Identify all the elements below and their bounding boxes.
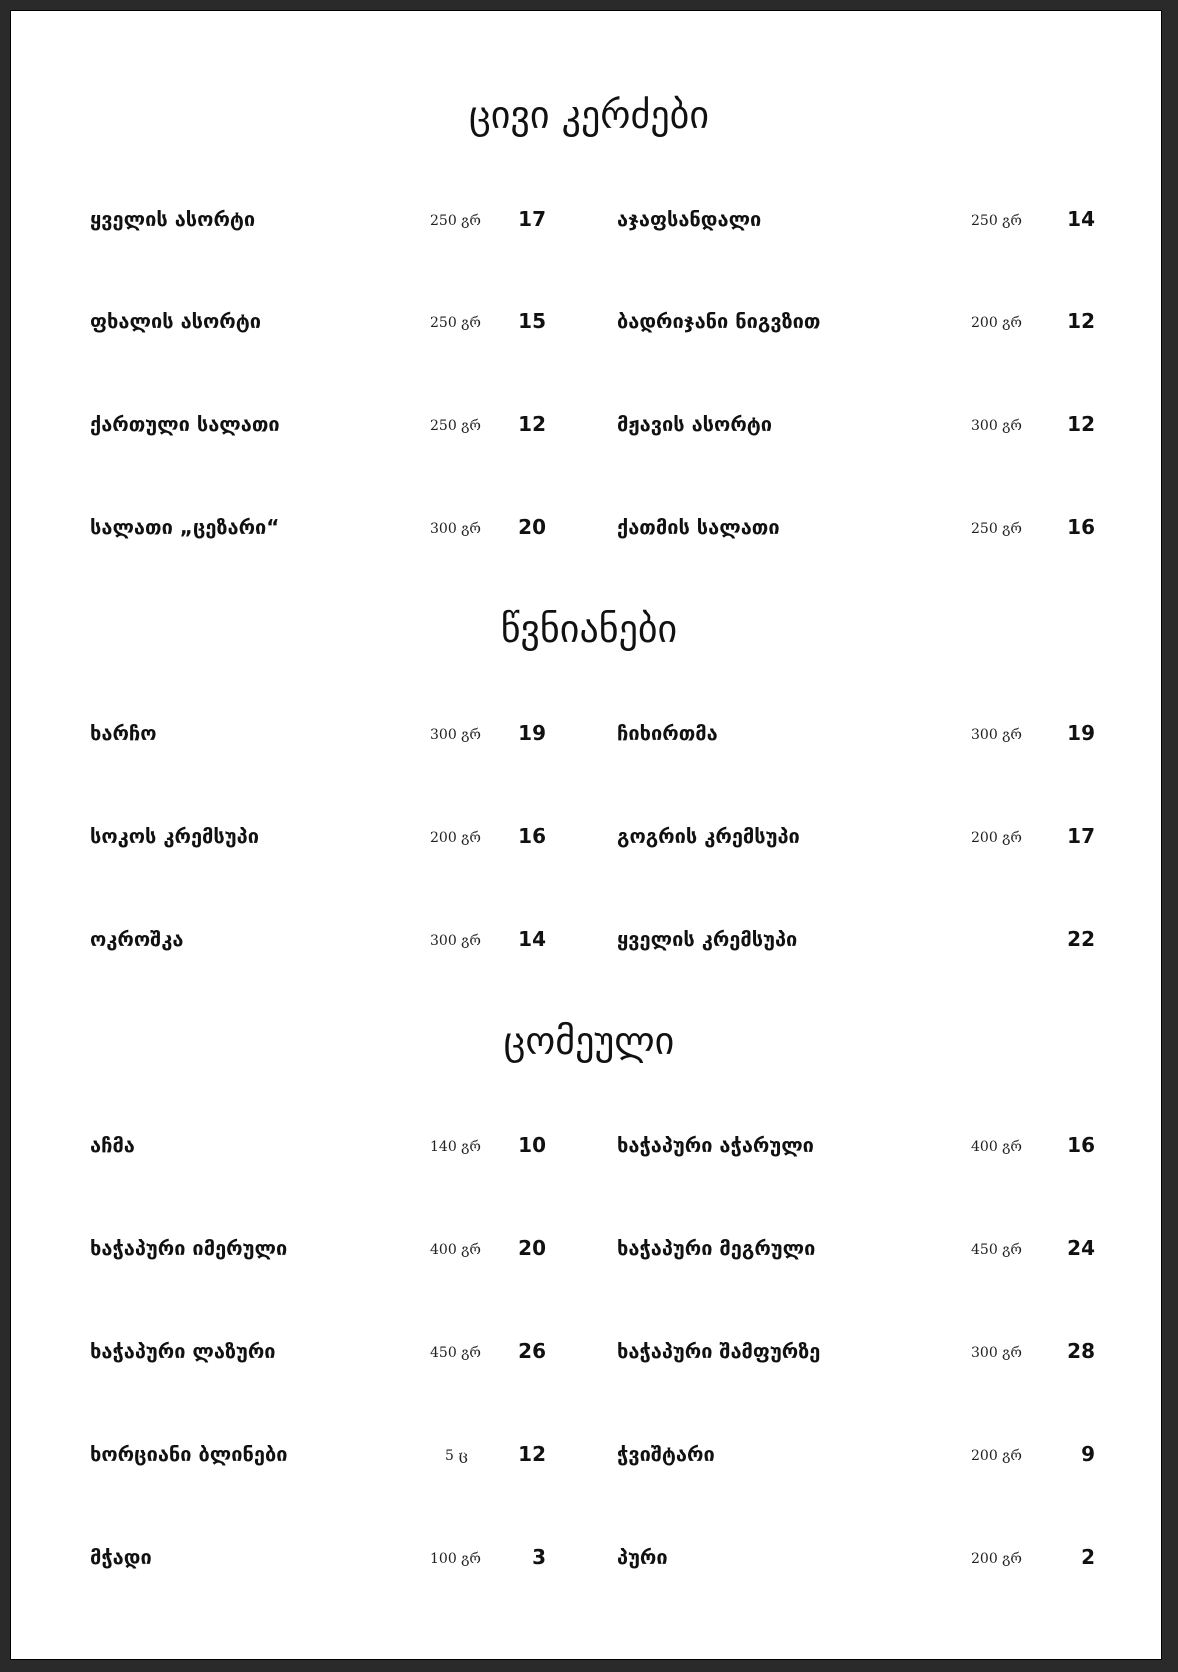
- item-name: ყველის ასორტი: [90, 207, 256, 231]
- item-weight: 250 გრ: [971, 213, 1022, 229]
- menu-item: [617, 1336, 1097, 1366]
- menu-item: [90, 1233, 560, 1263]
- item-price: 16: [518, 824, 546, 848]
- item-name: ქართული სალათი: [90, 412, 280, 436]
- item-price: 20: [518, 1236, 546, 1260]
- menu-item: [90, 924, 560, 954]
- item-weight: 100 გრ: [430, 1551, 481, 1567]
- menu-item: [90, 409, 560, 439]
- item-price: 20: [518, 515, 546, 539]
- item-price: 3: [532, 1545, 546, 1569]
- menu-item: [617, 924, 1097, 954]
- menu-item: [617, 512, 1097, 542]
- item-price: 12: [1067, 412, 1095, 436]
- item-price: 10: [518, 1133, 546, 1157]
- item-name: სალათი „ცეზარი“: [90, 515, 280, 539]
- menu-item: [90, 204, 560, 234]
- item-name: ფხალის ასორტი: [90, 309, 262, 333]
- item-name: აჩმა: [90, 1133, 135, 1157]
- item-name: სოკოს კრემსუპი: [90, 824, 259, 848]
- item-name: მჭადი: [90, 1545, 152, 1569]
- item-weight: 300 გრ: [430, 521, 481, 537]
- menu-item: [90, 1130, 560, 1160]
- item-name: ყველის კრემსუპი: [617, 927, 798, 951]
- item-name: ხაჭაპური აჭარული: [617, 1133, 814, 1157]
- menu-item: [90, 306, 560, 336]
- menu-item: [617, 409, 1097, 439]
- section-title-soups: წვნიანები: [500, 607, 678, 651]
- item-price: 19: [518, 721, 546, 745]
- item-price: 9: [1081, 1442, 1095, 1466]
- item-price: 14: [518, 927, 546, 951]
- item-name: ხარჩო: [90, 721, 157, 745]
- section-title-cold-dishes: ცივი კერძები: [468, 93, 710, 137]
- item-price: 12: [1067, 309, 1095, 333]
- item-name: ხაჭაპური ლაზური: [90, 1339, 276, 1363]
- item-weight: 300 გრ: [971, 727, 1022, 743]
- section-title-pastries: ცომეული: [503, 1019, 675, 1063]
- menu-item: [617, 1542, 1097, 1572]
- item-price: 2: [1081, 1545, 1095, 1569]
- item-price: 16: [1067, 1133, 1095, 1157]
- item-price: 17: [518, 207, 546, 231]
- item-price: 16: [1067, 515, 1095, 539]
- menu-item: [617, 718, 1097, 748]
- item-name: მჟავის ასორტი: [617, 412, 773, 436]
- menu-item: [90, 718, 560, 748]
- item-weight: 140 გრ: [430, 1139, 481, 1155]
- menu-item: [90, 821, 560, 851]
- item-price: 12: [518, 1442, 546, 1466]
- menu-item: [617, 1130, 1097, 1160]
- item-name: პური: [617, 1545, 668, 1569]
- menu-item: [90, 1336, 560, 1366]
- item-name: ოკროშკა: [90, 927, 184, 951]
- item-weight: 450 გრ: [430, 1345, 481, 1361]
- item-price: 22: [1067, 927, 1095, 951]
- menu-item: [617, 1233, 1097, 1263]
- item-name: ჭვიშტარი: [617, 1442, 715, 1466]
- item-price: 28: [1067, 1339, 1095, 1363]
- item-name: ჩიხირთმა: [617, 721, 718, 745]
- item-price: 15: [518, 309, 546, 333]
- menu-item: [90, 512, 560, 542]
- item-weight: 200 გრ: [971, 830, 1022, 846]
- item-weight: 200 გრ: [430, 830, 481, 846]
- item-price: 14: [1067, 207, 1095, 231]
- menu-item: [617, 1439, 1097, 1469]
- item-price: 17: [1067, 824, 1095, 848]
- item-weight: 200 გრ: [971, 1448, 1022, 1464]
- item-price: 26: [518, 1339, 546, 1363]
- item-name: ბადრიჯანი ნიგვზით: [617, 309, 821, 333]
- item-weight: 300 გრ: [430, 933, 481, 949]
- menu-item: [617, 306, 1097, 336]
- item-weight: 250 გრ: [430, 213, 481, 229]
- item-name: ქათმის სალათი: [617, 515, 780, 539]
- item-weight: 200 გრ: [971, 315, 1022, 331]
- item-weight: 450 გრ: [971, 1242, 1022, 1258]
- item-weight: 5 ც: [445, 1448, 468, 1464]
- item-name: ხორციანი ბლინები: [90, 1442, 288, 1466]
- item-name: ხაჭაპური შამფურზე: [617, 1339, 821, 1363]
- menu-item: [617, 204, 1097, 234]
- item-weight: 250 გრ: [430, 418, 481, 434]
- item-weight: 300 გრ: [971, 418, 1022, 434]
- item-price: 19: [1067, 721, 1095, 745]
- item-weight: 300 გრ: [430, 727, 481, 743]
- menu-item: [617, 821, 1097, 851]
- item-name: აჯაფსანდალი: [617, 207, 762, 231]
- item-weight: 250 გრ: [971, 521, 1022, 537]
- item-weight: 200 გრ: [971, 1551, 1022, 1567]
- menu-item: [90, 1542, 560, 1572]
- item-name: ხაჭაპური მეგრული: [617, 1236, 816, 1260]
- item-weight: 250 გრ: [430, 315, 481, 331]
- item-name: ხაჭაპური იმერული: [90, 1236, 288, 1260]
- item-name: გოგრის კრემსუპი: [617, 824, 800, 848]
- menu-item: [90, 1439, 560, 1469]
- item-weight: 400 გრ: [971, 1139, 1022, 1155]
- item-price: 24: [1067, 1236, 1095, 1260]
- item-price: 12: [518, 412, 546, 436]
- item-weight: 400 გრ: [430, 1242, 481, 1258]
- item-weight: 300 გრ: [971, 1345, 1022, 1361]
